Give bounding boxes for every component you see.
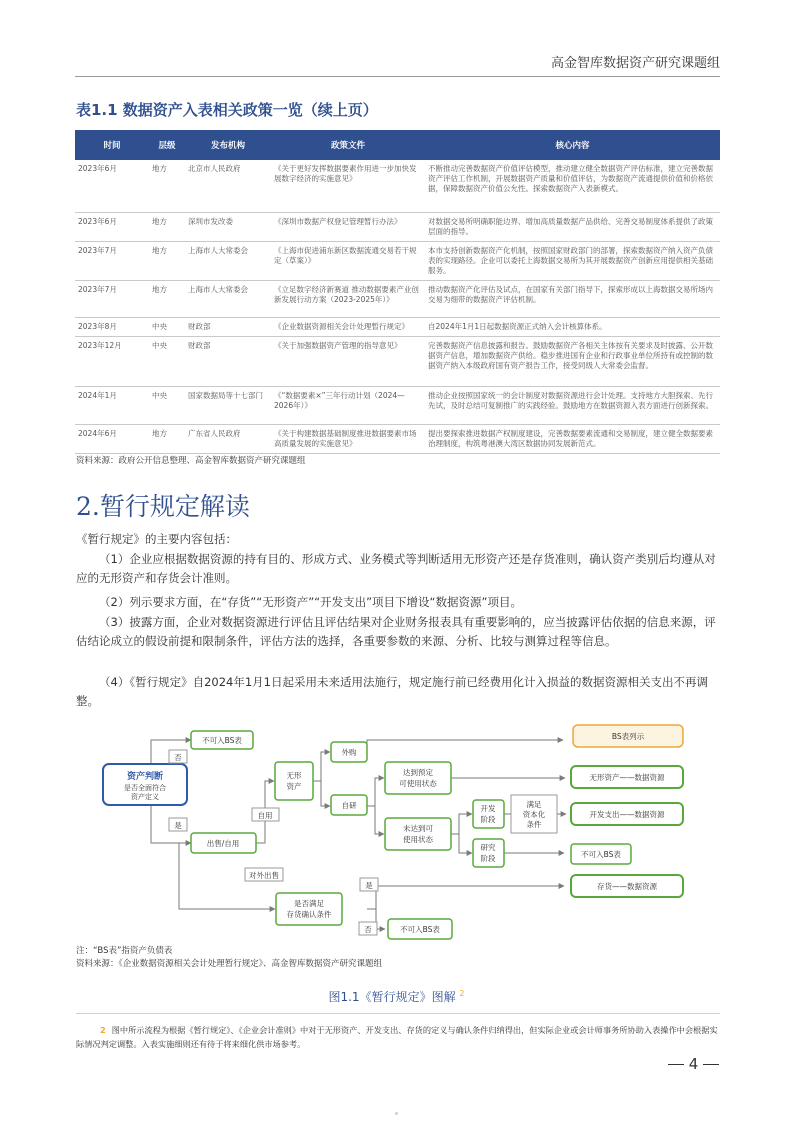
paragraph-1: （1）企业应根据数据资源的持有目的、形成方式、业务模式等判断适用无形资产还是存货准则，确认资产类别后均遵从对应的无形资产和存货会计准则。 <box>76 552 716 585</box>
svg-text:达到预定: 达到预定 <box>403 768 433 777</box>
column-header: 发布机构 <box>185 130 271 160</box>
node-purchase <box>331 742 367 762</box>
cell-date: 2023年12月 <box>75 336 149 386</box>
svg-text:是: 是 <box>174 821 182 830</box>
svg-text:开发: 开发 <box>480 804 496 813</box>
cell-document: 《深圳市数据产权登记管理暂行办法》 <box>271 212 425 241</box>
page-dot <box>395 1112 398 1115</box>
node-intangible <box>275 762 313 800</box>
svg-text:资产定义: 资产定义 <box>131 793 159 801</box>
svg-text:阶段: 阶段 <box>480 854 496 863</box>
cell-level: 地方 <box>149 280 185 317</box>
cell-date: 2023年8月 <box>75 317 149 336</box>
node-research-stage <box>473 839 504 867</box>
table-row <box>75 280 720 317</box>
node-not-usable <box>385 818 451 850</box>
footnote-text: 图中所示流程为根据《暂行规定》、《企业会计准则》中对于无形资产、开发支出、存货的定义与确认条件归纳得出，但实际企业或会计师事务所协助入表操作中会根据实际情况判定调整。入表实施细则还有待于将来细化供市场参考。 <box>76 1025 718 1049</box>
node-dev-stage <box>473 800 504 828</box>
paragraph-4: （4）《暂行规定》自2024年1月1日起采用未来适用法施行，规定施行前已经费用化计入损益的数据资源相关支出不再调整。 <box>76 675 708 708</box>
cell-content: 对数据交易所明确职能边界、增加高质量数据产品供给、完善交易制度体系提供了政策层面的指导。 <box>425 212 720 241</box>
svg-text:自研: 自研 <box>341 801 357 810</box>
output-inventory-data <box>571 875 683 897</box>
label-external-sale <box>245 868 283 881</box>
svg-text:未达到可: 未达到可 <box>403 824 433 833</box>
svg-text:满足: 满足 <box>526 800 542 809</box>
svg-text:是否全面符合: 是否全面符合 <box>124 784 166 792</box>
footnote-number: 2 <box>100 1025 106 1035</box>
cell-issuer: 财政部 <box>185 317 271 336</box>
svg-text:资本化: 资本化 <box>522 810 546 819</box>
label-capitalize <box>511 795 557 833</box>
svg-text:不可入BS表: 不可入BS表 <box>400 925 440 934</box>
label-self-use <box>252 808 279 821</box>
section-intro: 《暂行规定》的主要内容包括： <box>76 532 237 546</box>
policy-table <box>75 130 720 454</box>
node-usable <box>385 762 451 794</box>
cell-level: 地方 <box>149 424 185 453</box>
cell-issuer: 北京市人民政府 <box>185 160 271 212</box>
paragraph-2: （2）列示要求方面，在“存货”“无形资产”“开发支出”项目下增设“数据资源”项目。 <box>99 595 522 609</box>
svg-text:否: 否 <box>364 925 372 934</box>
label-yes-root <box>169 818 187 831</box>
label-no-inventory <box>359 922 377 935</box>
svg-text:资产: 资产 <box>286 782 302 791</box>
node-bs-list <box>573 725 683 747</box>
table-row <box>75 241 720 280</box>
table-row <box>75 386 720 424</box>
cell-document: 《上海市促进浦东新区数据流通交易若干规定（草案）》 <box>271 241 425 280</box>
cell-content: 不断推动完善数据资产价值评估模型，推动建立健全数据资产评估标准，建立完善数据资产评估工作机制，开展数据资产质量和价值评估，为数据资产流通提供价值和价格依据，保障数据资产价值公允性。探索数据资产入表新模式。 <box>425 160 720 212</box>
cell-document: 《立足数字经济新赛道 推动数据要素产业创新发展行动方案（2023-2025年）》 <box>271 280 425 317</box>
table-row <box>75 160 720 212</box>
cell-issuer: 广东省人民政府 <box>185 424 271 453</box>
cell-date: 2023年6月 <box>75 160 149 212</box>
figure-caption-text: 图1.1《暂行规定》图解 <box>328 990 456 1004</box>
svg-text:使用状态: 使用状态 <box>403 835 433 844</box>
svg-text:出售/自用: 出售/自用 <box>206 839 240 848</box>
svg-text:存货确认条件: 存货确认条件 <box>286 910 332 919</box>
svg-text:开发支出——数据资源: 开发支出——数据资源 <box>589 810 665 819</box>
figure-footnote-ref[interactable]: 2 <box>459 989 465 998</box>
table-row <box>75 212 720 241</box>
svg-text:存货——数据资源: 存货——数据资源 <box>597 882 657 891</box>
svg-text:否: 否 <box>174 753 182 762</box>
node-inventory-check <box>276 893 342 925</box>
svg-text:不可入BS表: 不可入BS表 <box>581 850 621 859</box>
svg-text:不可入BS表: 不可入BS表 <box>202 736 242 745</box>
cell-level: 地方 <box>149 160 185 212</box>
cell-level: 中央 <box>149 386 185 424</box>
cell-document: 《关于更好发挥数据要素作用进一步加快发展数字经济的实施意见》 <box>271 160 425 212</box>
cell-content: 完善数据资产信息披露和报告。鼓励数据资产各相关主体按有关要求及时披露、公开数据资产信息，增加数据资产供给。稳步推进国有企业和行政事业单位所持有或控制的数据资产纳入本级政府国有资产报告工作，接受同级人大常委会监督。 <box>425 336 720 386</box>
node-not-in-bs-top <box>191 731 253 749</box>
svg-text:自用: 自用 <box>257 811 273 820</box>
svg-text:阶段: 阶段 <box>480 815 496 824</box>
cell-issuer: 国家数据局等十七部门 <box>185 386 271 424</box>
cell-issuer: 上海市人大常委会 <box>185 241 271 280</box>
cell-date: 2023年7月 <box>75 241 149 280</box>
svg-text:是否满足: 是否满足 <box>294 899 324 908</box>
svg-text:无形: 无形 <box>286 771 302 780</box>
label-yes-inventory <box>360 878 378 891</box>
cell-content: 推动企业按照国家统一的会计制度对数据资源进行会计处理。支持地方大胆探索、先行先试，及时总结可复制推广的实践经验。鼓励地方在数据资源入表方面进行创新探索。 <box>425 386 720 424</box>
column-header: 政策文件 <box>271 130 425 160</box>
svg-text:是: 是 <box>365 881 373 890</box>
column-header: 时间 <box>75 130 149 160</box>
svg-text:条件: 条件 <box>526 820 542 829</box>
svg-text:无形资产——数据资源: 无形资产——数据资源 <box>589 773 665 782</box>
node-asset-judgment <box>103 764 187 805</box>
table-title: 表1.1 数据资产入表相关政策一览（续上页） <box>76 101 378 119</box>
section-heading: 2.暂行规定解读 <box>76 492 250 521</box>
footnote <box>76 1023 720 1051</box>
cell-document: 《企业数据资源相关会计处理暂行规定》 <box>271 317 425 336</box>
cell-document: 《关于加强数据资产管理的指导意见》 <box>271 336 425 386</box>
cell-date: 2024年1月 <box>75 386 149 424</box>
table-source: 资料来源：政府公开信息整理、高金智库数据资产研究课题组 <box>76 456 306 466</box>
header-rule <box>75 76 720 77</box>
running-header: 高金智库数据资产研究课题组 <box>550 56 720 71</box>
cell-date: 2023年6月 <box>75 212 149 241</box>
svg-text:对外出售: 对外出售 <box>249 871 279 880</box>
cell-content: 自2024年1月1日起数据资源正式纳入会计核算体系。 <box>425 317 720 336</box>
cell-issuer: 深圳市发改委 <box>185 212 271 241</box>
cell-level: 中央 <box>149 336 185 386</box>
svg-text:BS表列示: BS表列示 <box>611 732 645 741</box>
svg-text:研究: 研究 <box>480 843 496 852</box>
node-self-dev <box>331 795 367 815</box>
paragraph-3: （3）披露方面，企业对数据资源进行评估且评估结果对企业财务报表具有重要影响的，应当披露评估依据的信息来源，评估结论成立的假设前提和限制条件，评估方法的选择，各重要参数的来源、分析、比较与测算过程等信息。 <box>76 615 716 648</box>
node-sale-use <box>191 833 256 853</box>
cell-level: 地方 <box>149 212 185 241</box>
table-row <box>75 424 720 453</box>
table-row <box>75 317 720 336</box>
column-header: 核心内容 <box>425 130 720 160</box>
cell-issuer: 财政部 <box>185 336 271 386</box>
svg-text:外购: 外购 <box>341 748 357 757</box>
cell-issuer: 上海市人大常委会 <box>185 280 271 317</box>
figure-caption <box>0 988 793 1005</box>
cell-document: 《关于构建数据基础制度推进数据要素市场高质量发展的实施意见》 <box>271 424 425 453</box>
accounting-flow-diagram <box>95 718 695 943</box>
table-header-row <box>75 130 720 160</box>
figure-source: 资料来源：《企业数据资源相关会计处理暂行规定》、高金智库数据资产研究课题组 <box>76 959 383 969</box>
page-number: 4 <box>668 1055 719 1073</box>
output-not-in-bs <box>571 844 631 864</box>
node-not-in-bs-bottom <box>388 919 452 939</box>
cell-document: 《“数据要素×”三年行动计划（2024—2026年）》 <box>271 386 425 424</box>
figure-note: 注：“BS表”指资产负债表 <box>76 946 173 956</box>
svg-text:可使用状态: 可使用状态 <box>399 779 437 788</box>
cell-content: 本市支持创新数据资产化机制，按照国家财政部门的部署，探索数据资产纳入资产负债表的实现路径。企业可以委托上海数据交易所为其开展数据资产创新应用提供相关基础服务。 <box>425 241 720 280</box>
cell-level: 地方 <box>149 241 185 280</box>
cell-content: 推动数据资产化评估及试点，在国家有关部门指导下，探索形成以上海数据交易所场内交易为细带的数据资产评估机制。 <box>425 280 720 317</box>
cell-date: 2023年7月 <box>75 280 149 317</box>
table-row <box>75 336 720 386</box>
cell-date: 2024年6月 <box>75 424 149 453</box>
cell-content: 提出要探索推进数据产权制度建设，完善数据要素流通和交易制度，建立健全数据要素治理制度，构筑粤港澳大湾区数据协同发展新范式。 <box>425 424 720 453</box>
column-header: 层级 <box>149 130 185 160</box>
label-no-top <box>169 750 187 763</box>
footnote-rule <box>76 1013 720 1014</box>
output-dev-expense-data <box>571 803 683 825</box>
root-title: 资产判断 <box>126 772 164 782</box>
cell-level: 中央 <box>149 317 185 336</box>
output-intangible-data <box>571 766 683 788</box>
